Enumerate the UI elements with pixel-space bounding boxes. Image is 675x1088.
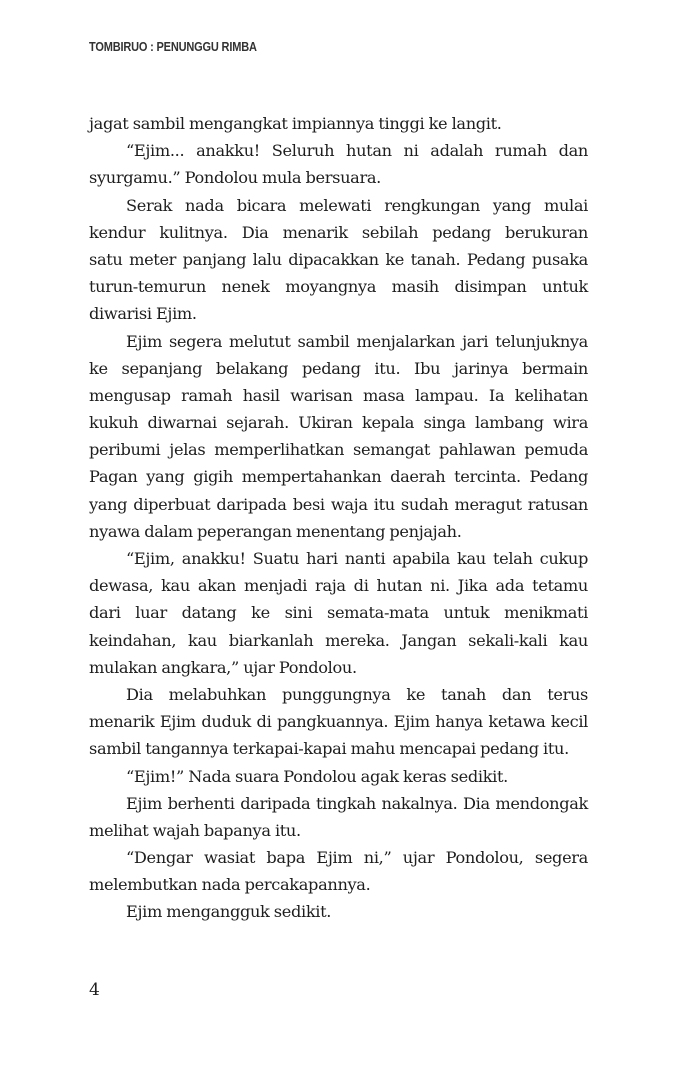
text-line: nyawa dalam peperangan menentang penjajah. bbox=[89, 521, 462, 541]
text-line: jagat sambil mengangkat impiannya tinggi ke langit. bbox=[89, 114, 502, 133]
paragraph bbox=[89, 545, 588, 681]
text-line: melembutkan nada percakapannya. bbox=[89, 875, 371, 895]
text-line: peribumi jelas memperlihatkan semangat pahlawan pemuda bbox=[89, 440, 588, 460]
paragraph bbox=[89, 763, 588, 790]
text-line: kendur kulitnya. Dia menarik sebilah pedang berukuran bbox=[89, 222, 588, 242]
text-line: ke sepanjang belakang pedang itu. Ibu jarinya bermain bbox=[89, 358, 588, 378]
text-line: syurgamu.” Pondolou mula bersuara. bbox=[89, 168, 381, 188]
paragraph bbox=[89, 844, 588, 898]
page-number: 4 bbox=[89, 980, 100, 1000]
text-line: diwarisi Ejim. bbox=[89, 304, 197, 324]
paragraph bbox=[89, 790, 588, 844]
text-line: dari luar datang ke sini semata-mata untuk menikmati bbox=[89, 603, 588, 623]
text-line: keindahan, kau biarkanlah mereka. Jangan sekali-kali kau bbox=[89, 630, 588, 650]
paragraph bbox=[89, 328, 588, 546]
text-line: mulakan angkara,” ujar Pondolou. bbox=[89, 657, 357, 677]
text-line: Ejim berhenti daripada tingkah nakalnya. Dia mendongak bbox=[126, 793, 588, 813]
text-line: melihat wajah bapanya itu. bbox=[89, 820, 301, 840]
text-line: menarik Ejim duduk di pangkuannya. Ejim hanya ketawa kecil bbox=[89, 712, 588, 732]
text-line: sambil tangannya terkapai-kapai mahu mencapai pedang itu. bbox=[89, 739, 569, 759]
paragraph bbox=[89, 110, 588, 137]
text-line: kukuh diwarnai sejarah. Ukiran kepala singa lambang wira bbox=[89, 413, 588, 433]
text-line: Serak nada bicara melewati rengkungan yang mulai bbox=[126, 195, 588, 215]
text-line: “Ejim!” Nada suara Pondolou agak keras sedikit. bbox=[126, 766, 508, 786]
text-line: Ejim mengangguk sedikit. bbox=[126, 902, 332, 922]
text-line: “Ejim, anakku! Suatu hari nanti apabila kau telah cukup bbox=[126, 549, 588, 568]
text-line: “Ejim... anakku! Seluruh hutan ni adalah rumah dan bbox=[126, 141, 588, 161]
text-line: Dia melabuhkan punggungnya ke tanah dan terus bbox=[126, 684, 588, 704]
text-line: dewasa, kau akan menjadi raja di hutan ni. Jika ada tetamu bbox=[89, 576, 588, 596]
text-line: “Dengar wasiat bapa Ejim ni,” ujar Pondolou, segera bbox=[126, 848, 588, 868]
paragraph bbox=[89, 681, 588, 763]
paragraph bbox=[89, 192, 588, 328]
text-line: yang diperbuat daripada besi waja itu sudah meragut ratusan bbox=[89, 494, 588, 514]
text-line: Pagan yang gigih mempertahankan daerah tercinta. Pedang bbox=[89, 467, 588, 487]
text-line: Ejim segera melutut sambil menjalarkan jari telunjuknya bbox=[126, 331, 588, 351]
text-line: satu meter panjang lalu dipacakkan ke tanah. Pedang pusaka bbox=[89, 249, 588, 269]
running-header: TOMBIRUO : PENUNGGU RIMBA bbox=[89, 40, 257, 54]
paragraph bbox=[89, 137, 588, 191]
text-line: mengusap ramah hasil warisan masa lampau. Ia kelihatan bbox=[89, 385, 588, 405]
paragraph bbox=[89, 898, 588, 925]
text-line: turun-temurun nenek moyangnya masih disimpan untuk bbox=[89, 277, 588, 297]
body-text bbox=[89, 110, 588, 926]
